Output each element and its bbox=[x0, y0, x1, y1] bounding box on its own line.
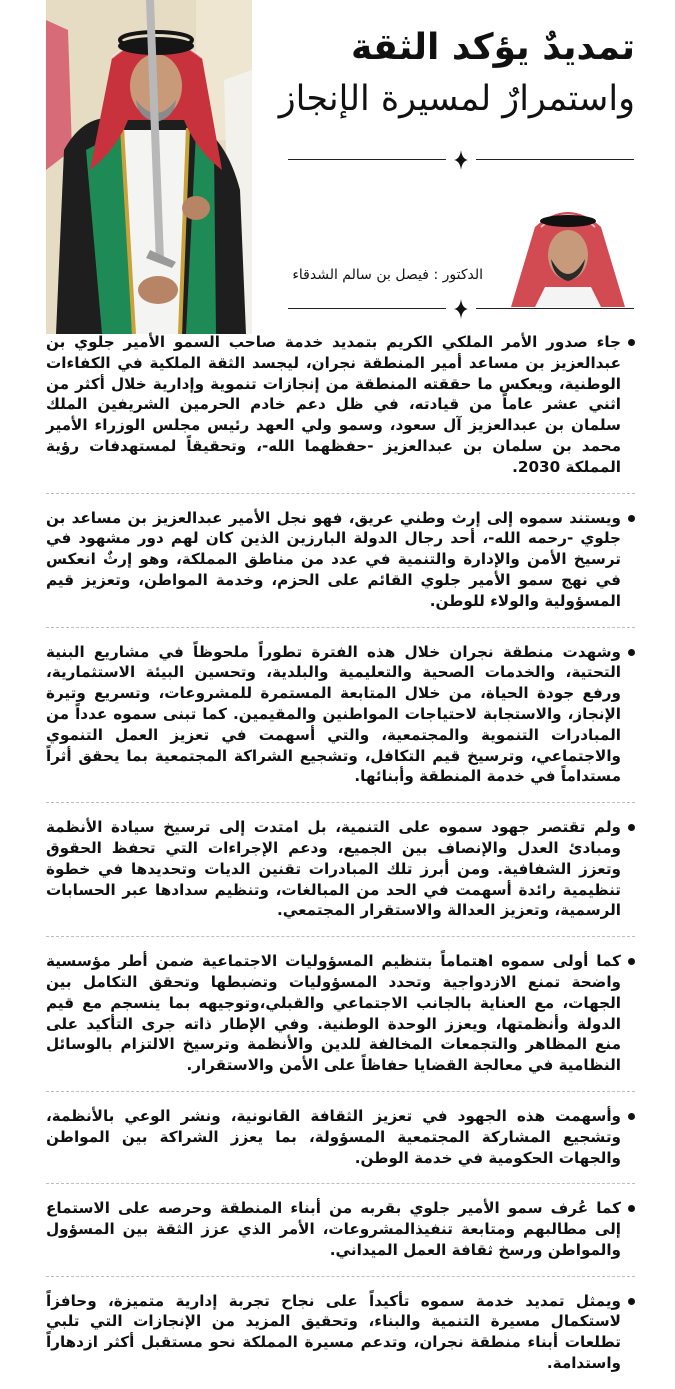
divider-line bbox=[288, 308, 446, 309]
paragraph-text: وشهدت منطقة نجران خلال هذه الفترة تطوراً ملحوظاً في مشاريع البنية التحتية، والخدمات الصحية والتعليمية والبلدية، وتحسين البيئة الاستثمارية، ورفع جودة الحياة، من خلال المتابعة المستمرة للمشروعات، وتسريع وتيرة الإنجاز، والاستجابة لاحتياجات المواطنين والمقيمين. كما تبنى سموه عدداً من المبادرات التنموية والمجتمعية، والتي أسهمت في تعزيز العمل التنموي والاجتماعي، وترسيخ قيم التكافل، وتشجيع الشراكة المجتمعية بما يحقق أثراً مستداماً في خدمة المنطقة وأبنائها. bbox=[46, 642, 621, 786]
article-paragraph bbox=[46, 332, 635, 478]
bullet-dot bbox=[628, 649, 635, 656]
bullet-dot bbox=[628, 515, 635, 522]
bullet-dot bbox=[628, 824, 635, 831]
paragraph-text: وأسهمت هذه الجهود في تعزيز الثقافة القانونية، ونشر الوعي بالأنظمة، وتشجيع المشاركة المجتمعية المسؤولة، بما يعزز الشراكة بين المواطن والجهات الحكومية في خدمة الوطن. bbox=[46, 1106, 621, 1167]
author-photo bbox=[505, 197, 631, 307]
paragraph-separator bbox=[46, 1183, 635, 1184]
paragraph-separator bbox=[46, 936, 635, 937]
author-photo-illustration bbox=[505, 197, 631, 307]
article-paragraph bbox=[46, 817, 635, 921]
bullet-dot bbox=[628, 1298, 635, 1305]
divider-line bbox=[288, 159, 446, 160]
article-paragraph bbox=[46, 1291, 635, 1374]
paragraph-separator bbox=[46, 493, 635, 494]
headline-line-2: واستمرارٌ لمسيرة الإنجاز bbox=[278, 79, 635, 119]
article-paragraph bbox=[46, 1198, 635, 1260]
paragraph-text: كما عُرف سمو الأمير جلوي بقربه من أبناء المنطقة وحرصه على الاستماع إلى مطالبهم ومتابعة تنفيذالمشروعات، الأمر الذي عزز الثقة بين المسؤول والمواطن ورسخ ثقافة العمل الميداني. bbox=[46, 1199, 621, 1259]
paragraph-separator bbox=[46, 802, 635, 803]
divider-line bbox=[476, 159, 634, 160]
article-paragraph bbox=[46, 951, 635, 1076]
paragraph-separator bbox=[46, 627, 635, 628]
paragraph-separator bbox=[46, 1091, 635, 1092]
paragraph-separator bbox=[46, 1276, 635, 1277]
bullet-dot bbox=[628, 339, 635, 346]
bullet-dot bbox=[628, 1205, 635, 1212]
author-byline: الدكتور : فيصل بن سالم الشدقاء bbox=[292, 267, 483, 283]
paragraph-text: ويستند سموه إلى إرث وطني عريق، فهو نجل الأمير عبدالعزيز بن مساعد بن جلوي -رحمه الله-، أحد رجال الدولة البارزين الذين كان لهم دور مشهود في ترسيخ الأمن والإدارة والتنمية في عدد من مناطق المملكة، وهو إرثٌ انعكس في نهج سمو الأمير جلوي القائم على الحزم، وخدمة المواطن، وتعزيز قيم المسؤولية والولاء للوطن. bbox=[46, 508, 621, 610]
paragraph-text: كما أولى سموه اهتماماً بتنظيم المسؤوليات الاجتماعية ضمن أطر مؤسسية واضحة تمنع الازدواجية وتحدد المسؤوليات وتضبطها وتحقق التكامل بين الجهات، مع العناية بالجانب الاجتماعي والقبلي،وتوجيهه بما ينسجم مع قيم الدولة وأنظمتها، ويعزز الوحدة الوطنية. وفي الإطار ذاته جرى التأكيد على منع المظاهر والتجمعات المخالفة للدين والأنظمة وترسيخ الالتزام بالوسائل النظامية في معالجة القضايا حفاظاً على الأمن والاستقرار. bbox=[46, 952, 621, 1075]
bullet-dot bbox=[628, 958, 635, 965]
article-body bbox=[46, 332, 635, 1389]
sparkle-star-icon bbox=[454, 299, 468, 319]
paragraph-text: جاء صدور الأمر الملكي الكريم بتمديد خدمة صاحب السمو الأمير جلوي بن عبدالعزيز بن مساعد أمير المنطقة نجران، ليجسد الثقة الملكية في الكفاءات الوطنية، ويعكس ما حققته المنطقة من إنجازات تنموية وإدارية خلال أكثر من اثني عشر عاماً من قيادته، في ظل دعم خادم الحرمين الشريفين الملك سلمان بن عبدالعزيز آل سعود، وسمو ولي العهد رئيس مجلس الوزراء الأمير محمد بن سلمان بن عبدالعزيز -حفظهما الله-، وتحقيقاً لمستهدفات رؤية المملكة 2030. bbox=[46, 333, 621, 476]
divider-line bbox=[476, 308, 634, 309]
main-photo bbox=[46, 0, 252, 334]
headline bbox=[275, 26, 635, 122]
bullet-dot bbox=[628, 1113, 635, 1120]
headline-line-1: تمديدٌ يؤكد الثقة bbox=[351, 27, 635, 68]
article-paragraph bbox=[46, 508, 635, 612]
ornamental-divider-top bbox=[288, 153, 634, 167]
paragraph-text: ويمثل تمديد خدمة سموه تأكيداً على نجاح تجربة إدارية متميزة، وحافزاً لاستكمال مسيرة التنمية والبناء، وتحقيق المزيد من الإنجازات التي تلبي تطلعات أبناء منطقة نجران، وتدعم مسيرة المملكة نحو مستقبل أكثر ازدهاراً واستدامة. bbox=[46, 1291, 621, 1373]
article-paragraph bbox=[46, 642, 635, 788]
ornamental-divider-bottom bbox=[288, 302, 634, 316]
paragraph-text: ولم تقتصر جهود سموه على التنمية، بل امتدت إلى ترسيخ سيادة الأنظمة ومبادئ العدل والإنصاف بين الجميع، ودعم الإجراءات التي تحفظ الحقوق وتعزز الشفافية. ومن أبرز تلك المبادرات تقنين الديات وتحديدها في خطوة تنظيمية رائدة أسهمت في الحد من المبالغات، وتنظيم سدادها عبر الحسابات الرسمية، وتعزيز العدالة والاستقرار المجتمعي. bbox=[46, 818, 621, 920]
main-photo-illustration bbox=[46, 0, 252, 334]
sparkle-star-icon bbox=[454, 150, 468, 170]
article-paragraph bbox=[46, 1106, 635, 1168]
